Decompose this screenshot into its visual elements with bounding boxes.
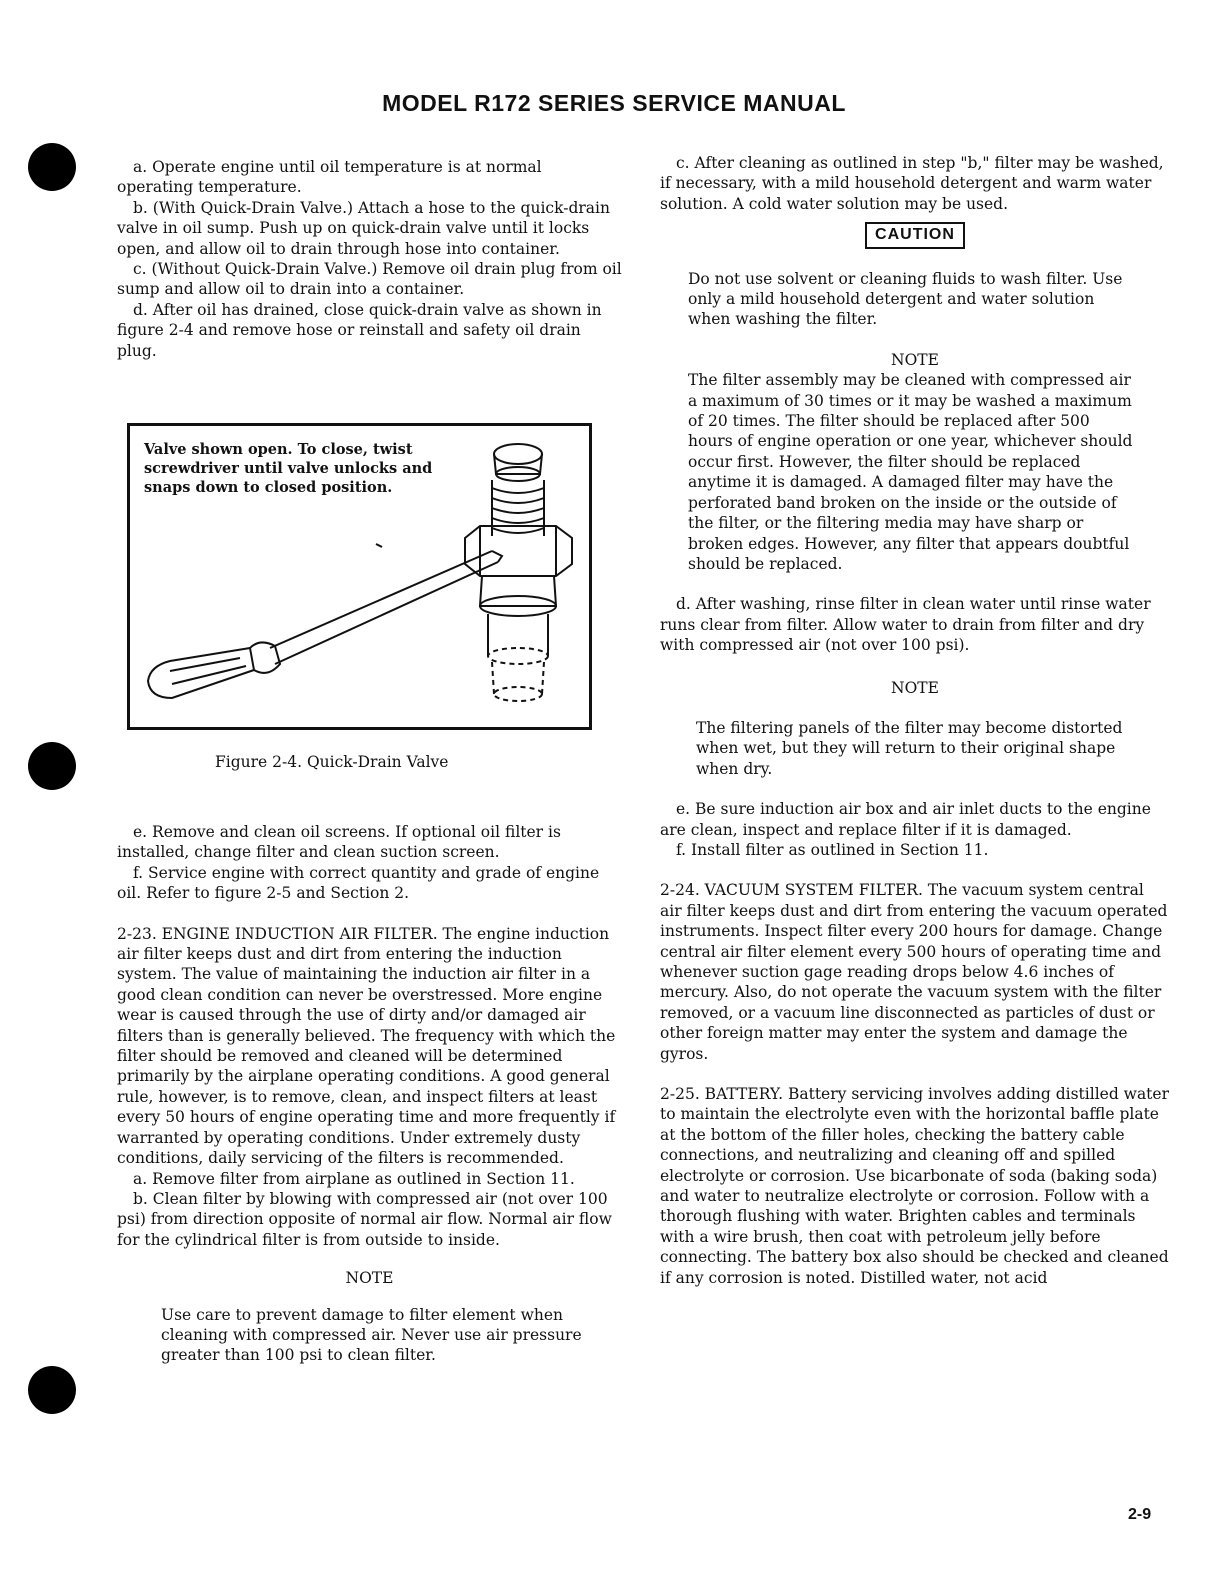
caution-label: CAUTION <box>865 222 965 248</box>
binder-hole-icon <box>28 143 76 191</box>
figure-caption: Figure 2-4. Quick-Drain Valve <box>215 753 449 771</box>
paragraph: e. Remove and clean oil screens. If optional oil filter is installed, change filter and clean suction screen. <box>117 823 561 862</box>
figure-quick-drain-valve <box>127 423 592 730</box>
paragraph: a. Operate engine until oil temperature is at normal operating temperature. <box>117 158 542 197</box>
paragraph: a. Remove filter from airplane as outlined in Section 11. <box>133 1169 575 1188</box>
binder-hole-icon <box>28 742 76 790</box>
note-title: NOTE <box>891 350 939 369</box>
right-column <box>660 153 1170 1288</box>
paragraph: f. Service engine with correct quantity and grade of engine oil. Refer to figure 2-5 and Section 2. <box>117 863 600 903</box>
figure-text: Valve shown open. To close, twist screwdriver until valve unlocks and snaps down to closed position. <box>144 441 433 496</box>
note-body: The filter assembly may be cleaned with compressed air a maximum of 30 times or it may be washed a maximum of 20 times. The filter should be replaced after 500 hours of engine operation or one year, whichever should occur first. However, the filter should be replaced anytime it is damaged. A damaged filter may have the perforated band broken on the inside or the outside of the filter, or the filtering media may have sharp or broken edges. However, any filter that appears doubtful should be replaced. <box>688 371 1133 573</box>
page-number: 2-9 <box>1128 1506 1152 1523</box>
section-2-24: 2-24. VACUUM SYSTEM FILTER. The vacuum system central air filter keeps dust and dirt from entering the vacuum operated instruments. Inspect filter every 200 hours for damage. Change central air filter element every 500 hours of operating time and whenever suction gage reading drops below 4.6 inches of mercury. Also, do not operate the vacuum system with the filter removed, or a vacuum line disconnected as particles of dust or other foreign matter may enter the system and damage the gyros. <box>660 881 1168 1063</box>
left-column-top <box>117 157 622 361</box>
note-body: Use care to prevent damage to filter element when cleaning with compressed air. Never use air pressure greater than 100 psi to clean filter. <box>161 1305 582 1365</box>
note-title: NOTE <box>345 1269 394 1288</box>
paragraph: e. Be sure induction air box and air inlet ducts to the engine are clean, inspect and replace filter if it is damaged. <box>660 800 1151 839</box>
quick-drain-valve-illustration <box>130 426 589 727</box>
page-header: MODEL R172 SERIES SERVICE MANUAL <box>382 90 846 116</box>
paragraph: d. After washing, rinse filter in clean water until rinse water runs clear from filter. Allow water to drain from filter and dry with compressed air (not over 100 psi). <box>660 595 1151 655</box>
note-title: NOTE <box>891 678 939 697</box>
paragraph: b. (With Quick-Drain Valve.) Attach a hose to the quick-drain valve in oil sump. Push up on quick-drain valve until it locks open, and allow oil to drain through hose into container. <box>117 198 610 258</box>
section-2-25: 2-25. BATTERY. Battery servicing involves adding distilled water to maintain the electrolyte even with the horizontal baffle plate at the bottom of the filler holes, checking the battery cable connections, and neutralizing and cleaning off and spilled electrolyte or corrosion. Use bicarbonate of soda (baking soda) and water to neutralize electrolyte or corrosion. Follow with a thorough flushing with water. Brighten cables and terminals with a wire brush, then coat with petroleum jelly before connecting. The battery box also should be checked and cleaned if any corrosion is noted. Distilled water, not acid <box>660 1085 1169 1287</box>
left-column-bottom <box>117 822 622 1366</box>
paragraph: d. After oil has drained, close quick-drain valve as shown in figure 2-4 and remove hose or reinstall and safety oil drain plug. <box>117 300 602 360</box>
note-body: The filtering panels of the filter may become distorted when wet, but they will return to their original shape when dry. <box>696 718 1123 778</box>
section-2-23: 2-23. ENGINE INDUCTION AIR FILTER. The engine induction air filter keeps dust and dirt from entering the induction system. The value of maintaining the induction air filter in a good clean condition can never be overstressed. More engine wear is caused through the use of dirty and/or damaged air filters than is generally believed. The frequency with which the filter should be removed and cleaned will be determined primarily by the airplane operating conditions. A good general rule, however, is to remove, clean, and inspect filters at least every 50 hours of engine operating time and more frequently if warranted by operating conditions. Under extremely dusty conditions, daily servicing of the filters is recommended. <box>117 924 616 1168</box>
paragraph: c. (Without Quick-Drain Valve.) Remove oil drain plug from oil sump and allow oil to drain into a container. <box>117 260 622 299</box>
paragraph: c. After cleaning as outlined in step "b," filter may be washed, if necessary, with a mild household detergent and warm water solution. A cold water solution may be used. <box>660 154 1164 213</box>
paragraph: b. Clean filter by blowing with compressed air (not over 100 psi) from direction opposite of normal air flow. Normal air flow for the cylindrical filter is from outside to inside. <box>117 1189 612 1249</box>
binder-hole-icon <box>28 1366 76 1414</box>
paragraph: f. Install filter as outlined in Section 11. <box>676 840 989 859</box>
caution-body: Do not use solvent or cleaning fluids to wash filter. Use only a mild household detergent and water solution when washing the filter. <box>688 269 1123 329</box>
